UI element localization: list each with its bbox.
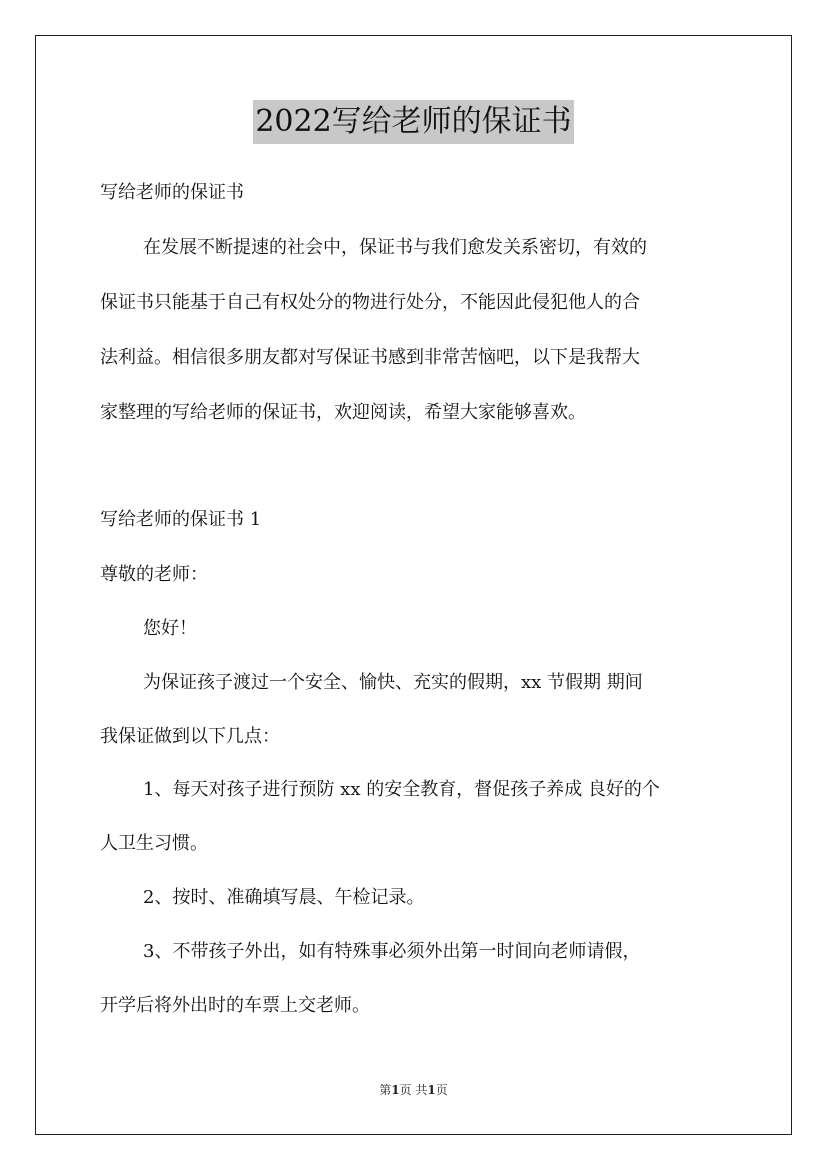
salutation: [100, 561, 727, 589]
title-wrap: [0, 100, 827, 144]
body-line: 我保证做到以下几点：: [100, 726, 280, 747]
body-line: 2、按时、准确填写晨、午检记录。: [143, 887, 425, 908]
body-line: 1、每天对孩子进行预防 xx 的安全教育，督促孩子养成 良好的个: [143, 779, 660, 800]
document-title: 2022写给老师的保证书: [253, 100, 573, 144]
body-line: 开学后将外出时的车票上交老师。: [100, 995, 370, 1016]
footer-suffix: 页: [435, 1083, 448, 1097]
body-paragraph-1: [100, 669, 727, 751]
intro-line: 家整理的写给老师的保证书，欢迎阅读，希望大家能够喜欢。: [100, 402, 586, 423]
subtitle: [100, 179, 727, 207]
body-item-3: [100, 938, 727, 1020]
body-item-2: [100, 884, 727, 912]
section-heading-line: 写给老师的保证书 1: [100, 509, 262, 530]
footer-page-total: 1: [427, 1083, 436, 1097]
intro-line: 法利益。相信很多朋友都对写保证书感到非常苦恼吧，以下是我帮大: [100, 347, 640, 368]
footer-page-number: 1: [391, 1083, 400, 1097]
body-line: 3、不带孩子外出，如有特殊事必须外出第一时间向老师请假，: [143, 941, 641, 962]
footer-mid: 页 共: [399, 1083, 428, 1097]
body-line: 为保证孩子渡过一个安全、愉快、充实的假期，xx 节假期 期间: [143, 672, 643, 693]
footer-prefix: 第: [379, 1083, 392, 1097]
subtitle-line: 写给老师的保证书: [100, 182, 244, 203]
page-footer: [0, 1082, 827, 1098]
salutation-line: 尊敬的老师：: [100, 564, 208, 585]
body-item-1: [100, 776, 727, 858]
intro-line: 在发展不断提速的社会中，保证书与我们愈发关系密切，有效的: [143, 237, 647, 258]
section-heading: [100, 506, 727, 534]
greeting-line: 您好！: [143, 618, 197, 639]
body-line: 人卫生习惯。: [100, 833, 208, 854]
intro-paragraph: [100, 234, 727, 427]
intro-line: 保证书只能基于自己有权处分的物进行处分，不能因此侵犯他人的合: [100, 292, 640, 313]
greeting: [100, 615, 727, 643]
